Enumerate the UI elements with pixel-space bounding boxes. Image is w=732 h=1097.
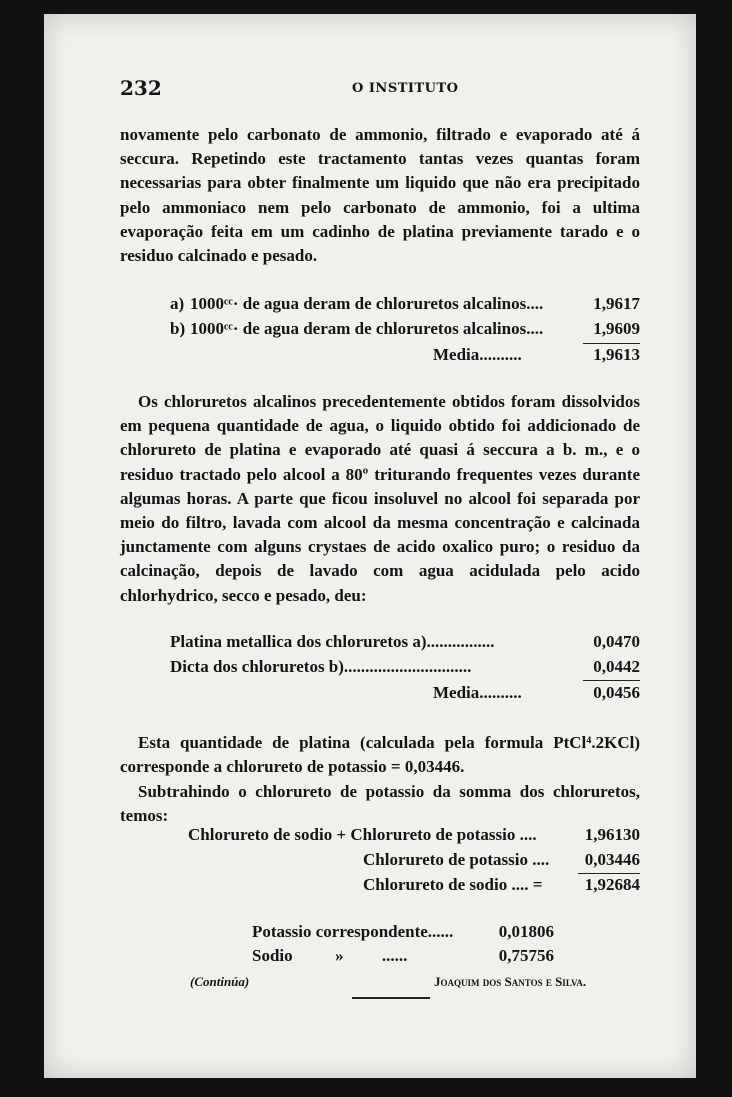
platina-a-text: Platina metallica dos chloruretos a)................ (170, 632, 495, 651)
calc-line-2-value: 0,03446 (584, 850, 640, 869)
author-signature: Joaquim dos Santos e Silva. (434, 974, 587, 989)
measurement-b (170, 319, 640, 343)
page-number: 232 (120, 76, 162, 100)
paragraph-1: novamente pelo carbonato de ammonio, filtrado e evaporado até á seccura. Repetindo este tractamento tantas vezes quantas foram necessarias para obter finalmente um liquido que não era precipitado pelo ammoniaco nem pelo carbonato de ammonio, foi a ultima evaporação feita em um cadinho de platina previamente tarado e o residuo calcinado e pesado. (120, 125, 640, 266)
media-2 (170, 683, 640, 707)
sum-rule-2 (583, 680, 640, 681)
potassio-line (252, 922, 554, 946)
measurement-a-label: a) (170, 294, 185, 313)
platina-a-value: 0,0470 (593, 632, 640, 651)
paragraph-2: Os chloruretos alcalinos precedentemente obtidos foram dissolvidos em pequena quantidade de agua, o liquido obtido foi addicionado de chlorureto de platina e evaporado até quasi á seccura a b. m., e o residuo tractado pelo alcool a 80º triturando frequentes vezes durante algumas horas. A parte que ficou insoluvel no alcool foi separada por meio do filtro, lavada com alcool da mesma concentração e calcinada junctamente com alguns crystaes de acido oxalico puro; o residuo da calcinação, depois de lavado com agua acidulada pelo acido chlorhydrico, secco e pesado, deu: (120, 392, 640, 605)
measurement-b-label: b) (170, 319, 186, 338)
page-header (120, 76, 640, 106)
measurement-b-text: 1000ᶜᶜ· de agua deram de chloruretos alcalinos.... (190, 319, 544, 338)
media-1-label: Media.......... (433, 345, 522, 364)
potassio-text: Potassio correspondente...... (252, 922, 454, 941)
paragraph-4: Subtrahindo o chlorureto de potassio da somma dos chloruretos, temos: (120, 782, 640, 826)
calc-line-1-text: Chlorureto de sodio + Chlorureto de potassio .... (188, 825, 537, 844)
media-1 (170, 345, 640, 369)
measurement-b-value: 1,9609 (593, 319, 640, 338)
running-head: O INSTITUTO (352, 81, 459, 96)
calc-line-3 (188, 875, 640, 899)
platina-a (170, 632, 640, 656)
potassio-value: 0,01806 (498, 922, 554, 941)
sum-rule-1 (583, 343, 640, 344)
calc-line-1-value: 1,96130 (584, 825, 640, 844)
platina-b-value: 0,0442 (593, 657, 640, 676)
calc-line-2 (188, 850, 640, 874)
media-2-value: 0,0456 (593, 683, 640, 702)
sodio-line (252, 946, 554, 970)
calc-line-2-text: Chlorureto de potassio .... (363, 850, 550, 869)
calc-line-3-text: Chlorureto de sodio .... = (363, 875, 543, 894)
sum-rule-3 (578, 873, 640, 874)
footer-rule (352, 997, 430, 999)
measurement-a-text: 1000ᶜᶜ· de agua deram de chloruretos alcalinos.... (190, 294, 544, 313)
platina-b (170, 657, 640, 681)
measurement-a (170, 294, 640, 318)
measurement-a-value: 1,9617 (593, 294, 640, 313)
sodio-text: Sodio » ...... (252, 946, 408, 965)
calc-line-3-value: 1,92684 (584, 875, 640, 894)
calc-line-1 (188, 825, 640, 849)
continua-note: (Continúa) (190, 974, 250, 989)
media-1-value: 1,9613 (593, 345, 640, 364)
paragraph-3: Esta quantidade de platina (calculada pela formula PtCl⁴.2KCl) corresponde a chlorureto de potassio = 0,03446. (120, 733, 640, 777)
platina-b-text: Dicta dos chloruretos b).............................. (170, 657, 472, 676)
sodio-value: 0,75756 (498, 946, 554, 965)
media-2-label: Media.......... (433, 683, 522, 702)
